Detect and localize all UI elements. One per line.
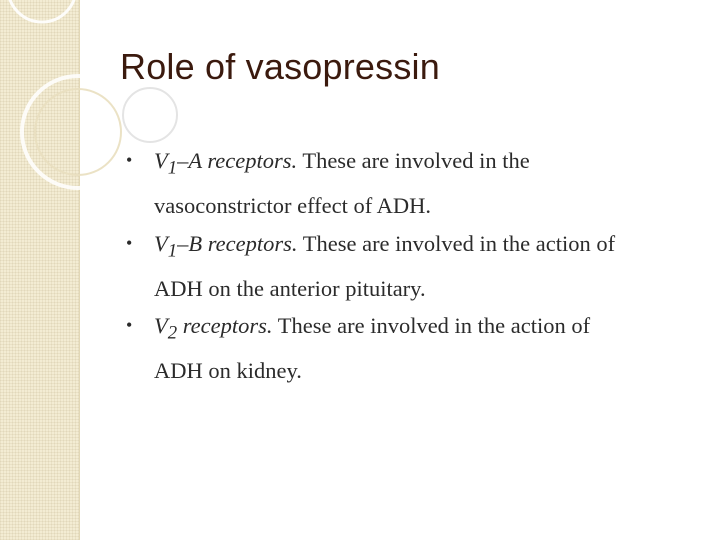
bullet-text: These are involved in the vasoconstrictor effect of ADH. — [154, 148, 530, 218]
bullet-list — [122, 142, 642, 390]
receptor-term-subscript: 2 — [167, 322, 178, 344]
bullet-icon: • — [126, 232, 133, 253]
bullet-item — [122, 307, 642, 390]
bullet-text: These are involved in the action of ADH on kidney. — [154, 313, 591, 383]
bullet-text: These are involved in the action of ADH on the anterior pituitary. — [154, 230, 616, 301]
bullet-icon: • — [126, 315, 133, 335]
receptor-term-prefix: V — [154, 313, 168, 338]
bullet-item — [122, 225, 642, 308]
receptor-term-suffix: receptors. — [177, 313, 273, 338]
receptor-term — [154, 148, 298, 179]
receptor-term — [154, 230, 298, 261]
bullet-item — [122, 142, 642, 225]
receptor-term-suffix: –A receptors. — [177, 148, 298, 173]
bullet-icon: • — [126, 150, 133, 170]
receptor-term-prefix: V — [154, 148, 168, 173]
receptor-term-prefix: V — [154, 230, 168, 256]
receptor-term-subscript: 1 — [167, 157, 178, 179]
slide-title: Role of vasopressin — [120, 46, 440, 87]
receptor-term-subscript: 1 — [167, 240, 178, 261]
receptor-term — [154, 313, 273, 344]
decorative-side-band — [0, 0, 80, 540]
receptor-term-suffix: –B receptors. — [177, 230, 298, 256]
